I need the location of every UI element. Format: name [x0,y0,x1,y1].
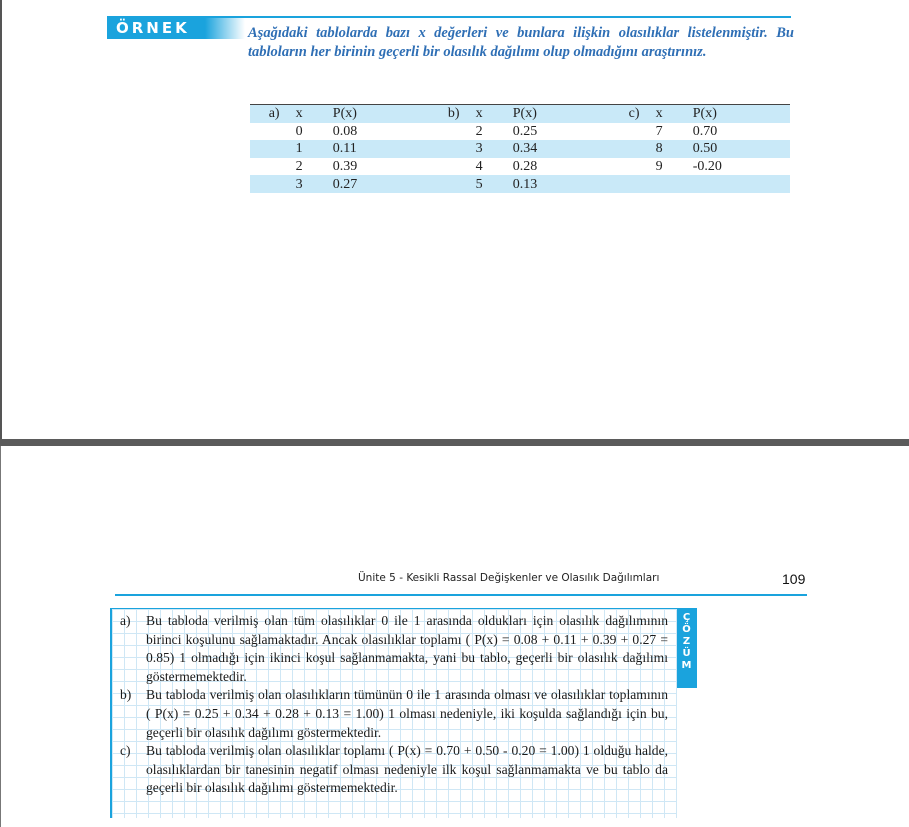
solution-label-a: a) [120,613,131,628]
table-a-p: 0.11 [313,140,430,158]
table-row [250,140,790,158]
table-b-p: 0.34 [493,140,610,158]
table-c-col-x: x [646,105,673,123]
table-b-x: 5 [466,175,493,193]
solution-item-a [120,612,668,686]
solution-label-c: c) [120,743,131,759]
table-b-label: b) [430,105,466,123]
table-c-label: c) [610,105,646,123]
header-rule [115,594,807,596]
solution-label-b: b) [120,687,132,703]
table-b-p: 0.25 [512,123,538,139]
table-row [250,123,790,141]
table-a-p: 0.08 [332,123,358,139]
table-c-col-p: P(x) [673,105,790,123]
page-divider [0,439,909,446]
solution-body-a: Bu tabloda verilmiş olan tüm olasılıklar 0 ile 1 arasında oldukları için olasılık dağılımının birinci koşulunu sağlamaktadır. Ancak olasılıklar toplamı ( P(x) = 0.08 + 0.11 + 0.39 + 0.27 = 0.85) 1 olmadığı için ikinci koşul sağlanmamakta, yani bu tablo, geçerli bir olasılık dağılımı göstermemektedir. [146,613,668,684]
table-b-p: 0.28 [512,159,538,175]
table-c-x: 9 [655,159,663,175]
example-badge-fade [205,18,245,39]
table-b-p: 0.13 [493,175,610,193]
table-a-col-x: x [286,105,313,123]
table-a-col-p: P(x) [313,105,430,123]
table-a-p: 0.27 [313,175,430,193]
table-row [250,158,790,176]
probability-tables [250,104,790,193]
table-c-p: -0.20 [692,159,722,175]
table-b-x: 4 [475,159,483,175]
solution-text [120,612,668,798]
table-header-row [250,105,790,123]
table-row [250,175,790,193]
table-a-x: 0 [295,123,303,139]
solution-item-b [120,686,668,742]
solution-body-b: Bu tabloda verilmiş olan olasılıkların tümünün 0 ile 1 arasında olması ve olasılıklar toplamının ( P(x) = 0.25 + 0.34 + 0.28 + 0.13 = 1.00) 1 olması nedeniyle, iki koşulda sağlandığı için bu, geçerli bir olasılık dağılımı göstermektedir. [146,687,668,740]
table-a-p: 0.39 [332,159,358,175]
table-c-p: 0.70 [692,123,718,139]
table-b-x: 3 [466,140,493,158]
solution-item-c [120,742,668,798]
table-b-x: 2 [475,123,483,139]
example-prompt: Aşağıdaki tablolarda bazı x değerleri ve bunlara ilişkin olasılıklar listelenmiştir. Bu tabloların her birinin geçerli bir olasılık dağılımı olup olmadığını araştırınız. [248,25,794,60]
table-a-label: a) [250,105,286,123]
table-b-col-x: x [466,105,493,123]
solution-body-c: Bu tabloda verilmiş olan olasılıklar toplamı ( P(x) = 0.70 + 0.50 - 0.20 = 1.00) 1 olduğu halde, olasılıklardan bir tanesinin negatif olması nedeniyle ilk koşul sağlanmamakta ve bu tablo da geçerli bir olasılık dağılımı göstermemektedir. [146,743,668,796]
table-a-x: 2 [295,159,303,175]
table-a-x: 1 [286,140,313,158]
table-b-col-p: P(x) [493,105,610,123]
page-number: 109 [782,571,806,587]
unit-title: Ünite 5 - Kesikli Rassal Değişkenler ve Olasılık Dağılımları [358,572,660,584]
example-badge: ÖRNEK 2 [107,18,205,39]
table-c-x: 7 [655,123,663,139]
table-c-x: 8 [646,140,673,158]
solution-tab-label: Ç Ö Z Ü M [681,612,693,671]
table-c-p: 0.50 [673,140,790,158]
table-a-x: 3 [286,175,313,193]
